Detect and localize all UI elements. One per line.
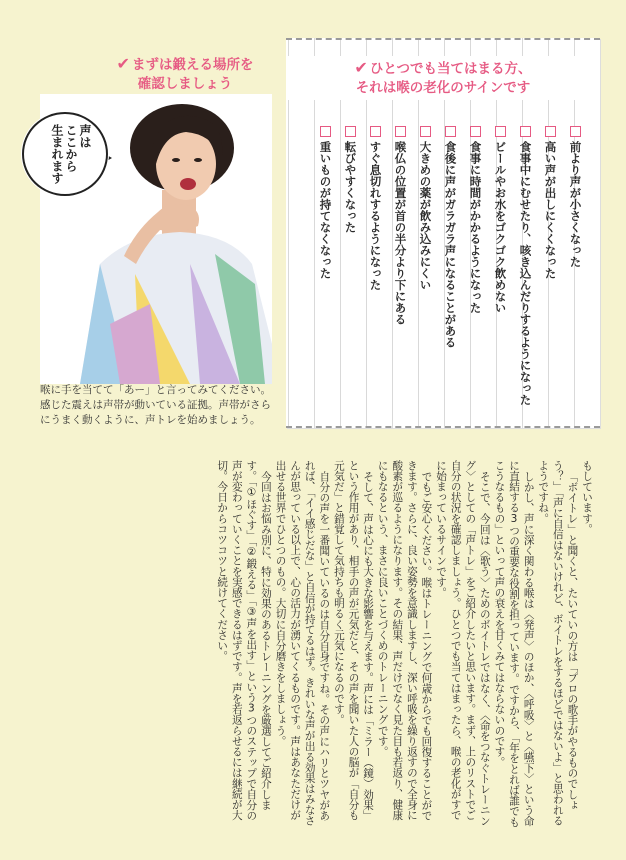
body-paragraph: しかし、声に深く関わる喉は〈発声〉のほか、〈呼吸〉と〈嚥下〉という命に直結する3つの重要な役割を担っています。ですから、「年をとれば誰でもこうなるもの」といって声の衰えを甘くみてはならないのです。 (493, 460, 535, 828)
checklist (313, 126, 588, 416)
checkbox[interactable] (545, 126, 556, 137)
photo-heading-line1: まずは鍛える場所を (131, 57, 254, 73)
checkbox[interactable] (520, 126, 531, 137)
checkbox[interactable] (495, 126, 506, 137)
checkmark-icon: ✔ (116, 54, 130, 73)
checklist-item-label: 前より声が小さくなった (568, 141, 583, 268)
speech-bubble-text: 声は ここから 生まれます (50, 124, 92, 184)
checkbox[interactable] (420, 126, 431, 137)
checkmark-icon: ✔ (354, 58, 368, 77)
speech-bubble (22, 112, 108, 196)
checklist-item[interactable] (538, 126, 563, 416)
checklist-item[interactable] (338, 126, 363, 416)
checklist-item[interactable] (463, 126, 488, 416)
checklist-item-label: 重いものが持てなくなった (318, 141, 333, 279)
checklist-item-label: 大きめの薬が飲み込みにくい (418, 141, 433, 291)
checkbox[interactable] (445, 126, 456, 137)
checklist-item[interactable] (388, 126, 413, 416)
checkbox[interactable] (570, 126, 581, 137)
photo-caption: 喉に手を当てて「あー」と言ってみてください。感じた震えは声帯が動いている証拠。声帯がさらにうまく動くように、声トレを始めましょう。 (40, 384, 271, 426)
article-body (34, 460, 594, 830)
body-paragraph: 「ボイトレ」と聞くと、たいていの方は「プロの歌手がやるものでしょう？」「声に自信はないけれど、ボイトレをするほどではないよ」と思われるようですね。 (537, 460, 579, 826)
checklist-item[interactable] (438, 126, 463, 416)
body-paragraph: 自分の声を一番聞いているのは自分自身ですね。その声にハリとツヤがあれば、「イイ感じだな」と自信が持てるはず。きれいな声が出る効果はみなさんが思っている以上で、心の活力が湧いてくるものです。声はあなただけが出せる世界でひとつのもの。大切に自分磨きをしましょう。 (274, 460, 331, 826)
checklist-item[interactable] (413, 126, 438, 416)
photo-heading (70, 54, 300, 94)
checklist-item-label: 高い声が出しにくくなった (543, 141, 558, 279)
checklist-item[interactable] (513, 126, 538, 416)
body-paragraph: そして、声は心にも大きな影響を与えます。声には「ミラー（鏡）効果」という作用があり、相手の声が元気だと、その声を聞いた人の脳が「自分も元気だ」と錯覚して気持ちも明るく元気になるのです。 (332, 460, 375, 821)
checklist-item-label: 食事に時間がかかるようになった (468, 141, 483, 314)
checkbox[interactable] (395, 126, 406, 137)
checklist-heading-line2: それは喉の老化のサインです (355, 80, 531, 96)
checklist-item-label: 転びやすくなった (343, 141, 358, 233)
body-paragraph: でもご安心ください。喉はトレーニングで何歳からでも回復することができます。さらに、良い姿勢を意識しますし、深い呼吸を繰り返すので全身に酸素が巡るようになります。その結果、声だけでなく見た目も若返り、健康にもなるという、まさに良いことづくめのトレーニングです。 (376, 460, 433, 821)
checklist-item-label: 喉仏の位置が首の半分より下にある (393, 141, 408, 325)
checkbox[interactable] (370, 126, 381, 137)
body-paragraph: もしています。 (581, 460, 593, 535)
checklist-item-label: ビールやお水をゴクゴク飲めない (493, 141, 508, 314)
checkbox[interactable] (345, 126, 356, 137)
checklist-item[interactable] (563, 126, 588, 416)
checkbox[interactable] (470, 126, 481, 137)
checklist-heading-line1: ひとつでも当てはまる方、 (369, 61, 532, 77)
checklist-item-label: 食後に声がガラガラ声になることがある (443, 141, 458, 348)
checklist-item[interactable] (363, 126, 388, 416)
checkbox[interactable] (320, 126, 331, 137)
checklist-item[interactable] (313, 126, 338, 416)
photo-heading-line2: 確認しましょう (137, 76, 233, 92)
checklist-item[interactable] (488, 126, 513, 416)
body-paragraph: そこで、今回は〈歌う〉ためのボイトレではなく、〈命をつなぐトレーニング〉としての「声トレ」をご紹介したいと思います。まず、上のリストでご自分の状況を確認しましょう。ひとつでも当てはまったら、喉の老化がすでに始まっているサインです。 (435, 460, 491, 826)
body-paragraph: 今回はお悩み別に、特に効果のあるトレーニングを厳選してご紹介します。「①ほぐす」「②鍛える」「③声を出す」という3つのステップで自分の声が変わっていくことを実感できるはずです。声を若返らせるには継続が大切。今日からコツコツと続けてください。 (216, 460, 272, 821)
checklist-item-label: 食事中にむせたり、咳き込んだりするようになった (518, 141, 533, 406)
checklist-item-label: すぐ息切れするようになった (368, 141, 383, 291)
checklist-panel (286, 38, 600, 428)
checklist-heading (286, 56, 600, 100)
